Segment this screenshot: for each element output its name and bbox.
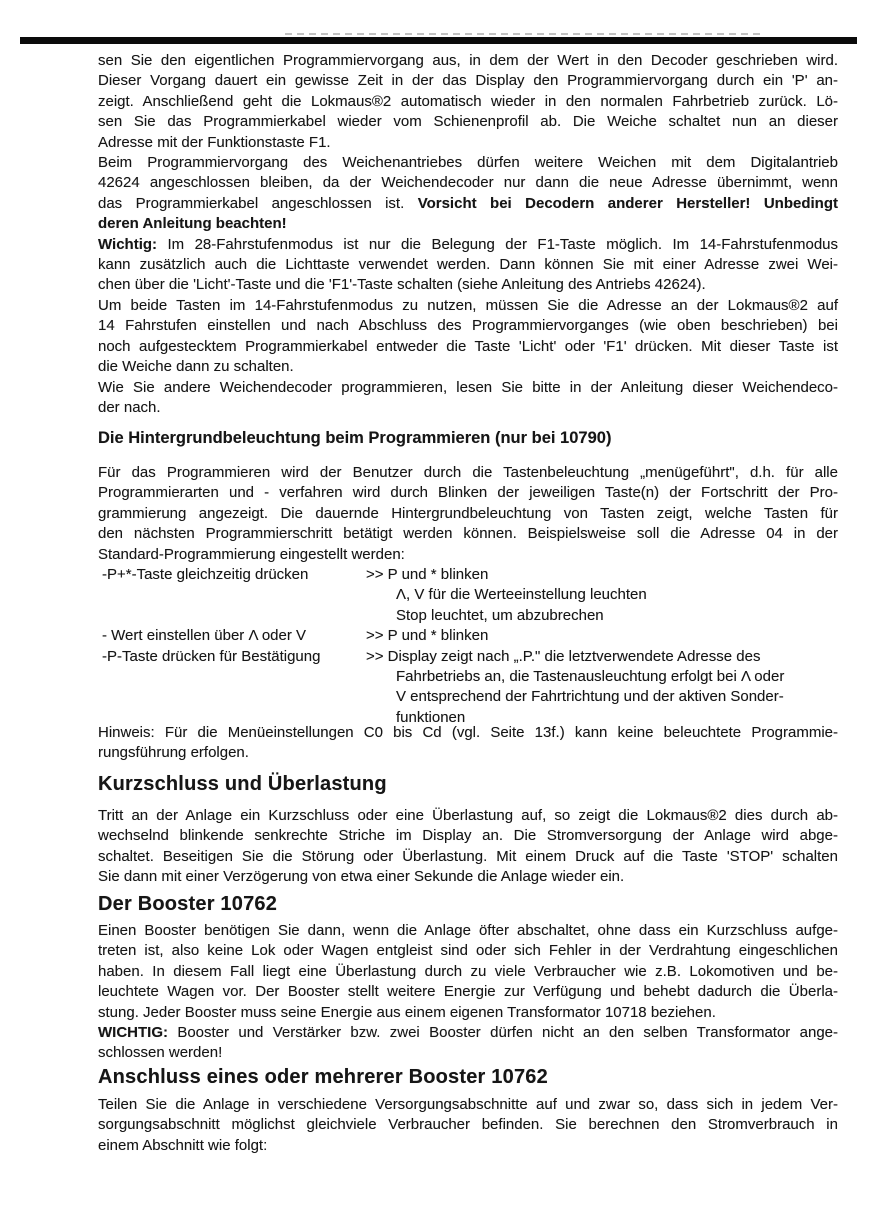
text-line: Sie dann mit einer Verzögerung von etwa einer Sekunde die Anlage wieder ein.	[98, 868, 625, 886]
step-action	[98, 667, 366, 687]
heading-booster: Der Booster 10762	[98, 893, 278, 915]
text-line: sen Sie das Programmierkabel wieder vom Schienenprofil ab. Die Weiche schaltet nun an dieser	[98, 113, 838, 131]
step-row	[98, 565, 838, 585]
text-line: wechselnd blinkende senkrechte Striche im Display an. Die Stromversorgung der Anlage wird abge-	[98, 827, 838, 845]
text-line: kann zusätzlich auch die Lichttaste verwendet werden. Dann können Sie mit einer Adresse zwei Wei-	[98, 256, 838, 274]
step-result: >> Display zeigt nach „.P." die letztverwendete Adresse des	[366, 647, 761, 665]
text-line: Beim Programmiervorgang des Weichenantriebes dürfen weitere Weichen mit dem Digitalantrieb	[98, 154, 838, 172]
text-line: schaltet. Beseitigen Sie die Störung oder Überlastung. Mit einem Druck auf die Taste 'STOP' schalten	[98, 847, 838, 865]
step-row	[98, 585, 838, 605]
text-line: chen über die 'Licht'-Taste und die 'F1'-Taste schalten (siehe Anleitung des Antriebs 42624).	[98, 276, 706, 294]
text-line: grammierung angezeigt. Die dauernde Hintergrundbeleuchtung von Tasten zeigt, welche Tasten für	[98, 504, 838, 522]
intro-paragraphs	[98, 51, 838, 418]
text-line: noch aufgestecktem Programmierkabel entweder die Taste 'Licht' oder 'F1' drücken. Mit dieser Taste ist	[98, 337, 838, 355]
step-result: Λ, V für die Werteeinstellung leuchten	[396, 586, 647, 604]
step-row	[98, 687, 838, 707]
text-line: Um beide Tasten im 14-Fahrstufenmodus zu nutzen, müssen Sie die Adresse an der Lokmaus®2 auf	[98, 296, 838, 314]
programming-steps-table	[98, 565, 838, 728]
text-line: WICHTIG: Booster und Verstärker bzw. zwei Booster dürfen nicht an den selben Transformator ange-	[98, 1024, 838, 1042]
text-line: Für das Programmieren wird der Benutzer durch die Tastenbeleuchtung „menügeführt", d.h. für alle	[98, 464, 838, 481]
text-line: leuchtete Wagen vor. Der Booster stellt weitere Energie zur Verfügung und behebt dadurch die Überla-	[98, 983, 838, 1001]
step-action: -P-Taste drücken für Bestätigung	[102, 647, 321, 665]
text-line: sen Sie den eigentlichen Programmiervorgang aus, in dem der Wert in den Decoder geschrieben wird.	[98, 52, 838, 69]
step-row	[98, 626, 838, 646]
text-line: Adresse mit der Funktionstaste F1.	[98, 133, 331, 151]
text-line: der nach.	[98, 398, 161, 416]
step-action	[98, 585, 366, 605]
text-line: deren Anleitung beachten!	[98, 215, 287, 233]
step-result: funktionen	[396, 708, 466, 726]
text-line: Standard-Programmierung eingestellt werden:	[98, 545, 405, 563]
text-line: Programmierarten und - verfahren wird durch Blinken der jeweiligen Taste(n) der Fortschritt der Pro-	[98, 484, 838, 502]
step-action	[98, 606, 366, 626]
text-line: den nächsten Programmierschritt betätigt werden können. Beispielsweise soll die Adresse 04 in der	[98, 525, 838, 543]
text-line: stung. Jeder Booster muss seine Energie aus einem eigenen Transformator 10718 beziehen.	[98, 1003, 716, 1021]
step-result: Fahrbetriebs an, die Tastenausleuchtung erfolgt bei Λ oder	[396, 667, 785, 685]
text-line: Dieser Vorgang dauert ein gewisse Zeit in der das Display den Programmiervorgang durch ein 'P' an-	[98, 72, 838, 90]
backlight-paragraph	[98, 463, 838, 565]
step-result: >> P und * blinken	[366, 627, 489, 645]
text-line: die Weiche dann zu schalten.	[98, 358, 294, 376]
text-line: Teilen Sie die Anlage in verschiedene Versorgungsabschnitte auf und zwar so, dass sich in jedem Ver-	[98, 1096, 838, 1113]
text-line: sorgungsabschnitt möglichst gleichviele Verbraucher befinden. Sie berechnen den Stromverbrauch in	[98, 1116, 838, 1134]
step-row	[98, 606, 838, 626]
step-result: >> P und * blinken	[366, 566, 489, 583]
scan-artifact-line	[285, 33, 760, 35]
text-line: haben. In diesem Fall liegt eine Überlastung durch zu viele Verbraucher wie z.B. Lokomotiven und be-	[98, 962, 838, 980]
step-action: -P+*-Taste gleichzeitig drücken	[102, 566, 309, 583]
header-rule	[20, 37, 857, 44]
connect-paragraph	[98, 1095, 838, 1156]
booster-paragraph	[98, 921, 838, 1064]
step-action: - Wert einstellen über Λ oder V	[102, 627, 307, 645]
text-line: rungsführung erfolgen.	[98, 744, 249, 762]
text-line: das Programmierkabel angeschlossen ist. Vorsicht bei Decodern anderer Hersteller! Unbedingt	[98, 194, 838, 212]
text-line: Tritt an der Anlage ein Kurzschluss oder eine Überlastung auf, so zeigt die Lokmaus®2 dies durch ab-	[98, 807, 838, 824]
short-circuit-paragraph	[98, 806, 838, 888]
step-row	[98, 647, 838, 667]
text-line: 14 Fahrstufen einstellen und nach Abschluss des Programmiervorganges (wie oben beschrieben) bei	[98, 317, 838, 335]
text-line: schlossen werden!	[98, 1044, 223, 1062]
note-paragraph	[98, 723, 838, 764]
text-line: Einen Booster benötigen Sie dann, wenn die Anlage öfter abschaltet, ohne dass ein Kurzschluss aufge-	[98, 922, 838, 939]
text-line: einem Abschnitt wie folgt:	[98, 1136, 268, 1154]
heading-connect-booster: Anschluss eines oder mehrerer Booster 10762	[98, 1066, 548, 1088]
text-line: Hinweis: Für die Menüeinstellungen C0 bis Cd (vgl. Seite 13f.) kann keine beleuchtete Programmie-	[98, 724, 838, 741]
text-line: Wichtig: Im 28-Fahrstufenmodus ist nur die Belegung der F1-Taste möglich. Im 14-Fahrstufenmodus	[98, 235, 838, 253]
step-action	[98, 687, 366, 707]
step-result: V entsprechend der Fahrtrichtung und der aktiven Sonder-	[396, 688, 784, 706]
heading-short-circuit: Kurzschluss und Überlastung	[98, 773, 387, 795]
step-row	[98, 667, 838, 687]
text-line: zeigt. Anschließend geht die Lokmaus®2 automatisch wieder in den normalen Fahrbetrieb zurück. Lö-	[98, 92, 838, 110]
heading-backlight: Die Hintergrundbeleuchtung beim Programmieren (nur bei 10790)	[98, 429, 612, 447]
text-line: 42624 angeschlossen bleiben, da der Weichendecoder nur dann die neue Adresse übernimmt, wenn	[98, 174, 838, 192]
text-line: Wie Sie andere Weichendecoder programmieren, lesen Sie bitte in der Anleitung dieser Weichendeco-	[98, 378, 838, 396]
text-line: treten ist, also keine Lok oder Wagen entgleist sind oder sich Fehler in der Verdrahtung eingeschlichen	[98, 942, 838, 960]
step-result: Stop leuchtet, um abzubrechen	[396, 606, 604, 624]
